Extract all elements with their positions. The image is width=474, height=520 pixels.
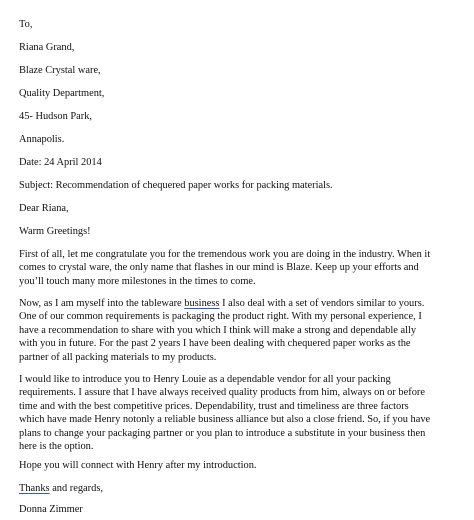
paragraph-line: plans to change your packaging partner or you plan to introduce a substitute in your business then [19,427,426,439]
text-segment: and regards, [49,483,103,494]
paragraph-line [19,297,459,310]
paragraph-line: First of all, let me congratulate you for the tremendous work you are doing in the industry. When it [19,249,431,260]
closing-line: Hope you will connect with Henry after my introduction. [19,460,257,471]
paragraph-line: I would like to introduce you to Henry Louie as a dependable vendor for all your packing [19,374,391,385]
paragraph-line: you’ll touch many more milestones in the times to come. [19,275,256,287]
spellcheck-underlined-word: business [184,298,220,309]
letter-subject: Subject: Recommendation of chequered paper works for packing materials. [19,180,333,191]
paragraph-line: here is the option. [19,441,94,453]
recipient-name: Riana Grand, [19,42,75,53]
letter-date: Date: 24 April 2014 [19,157,102,168]
paragraph-line: One of our common requirements is packaging the product right. With my personal experience, I [19,311,422,323]
paragraph-line: with you in future. For the past 2 years I have been dealing with chequered paper works as the [19,338,411,350]
paragraph-line: comes to crystal ware, the only name that flashes in our mind is Blaze. Keep up your efforts and [19,262,419,274]
spellcheck-underlined-word: Thanks [19,483,50,494]
paragraph-introduction [19,373,459,453]
paragraph-line: partner of all packing materials to my products. [19,351,217,363]
paragraph-line: which have made Henry notonly a reliable business alliance but also a close friend. So, if you have [19,414,431,426]
text-segment: Now, as I am myself into the tableware [19,298,185,309]
recipient-city: Annapolis. [19,134,65,145]
salutation: Dear Riana, [19,203,69,214]
paragraph-recommendation [19,297,459,364]
paragraph-line: have a recommendation to share with you which I think will make a strong and dependable ally [19,324,417,336]
text-segment: I also deal with a set of vendors similar to yours. [219,298,425,309]
signoff [19,482,103,495]
recipient-company: Blaze Crystal ware, [19,65,101,76]
signature-name: Donna Zimmer [19,504,83,515]
paragraph-line: time and with the best competitive prices. Dependability, trust and timeliness are three factors [19,400,409,412]
paragraph-congratulations [19,248,459,288]
recipient-department: Quality Department, [19,88,105,99]
to-label: To, [19,19,33,30]
greeting: Warm Greetings! [19,226,91,237]
paragraph-line: requirements. I assure that I have always received quality products from him, always on or before [19,387,425,399]
recipient-street: 45- Hudson Park, [19,111,93,122]
